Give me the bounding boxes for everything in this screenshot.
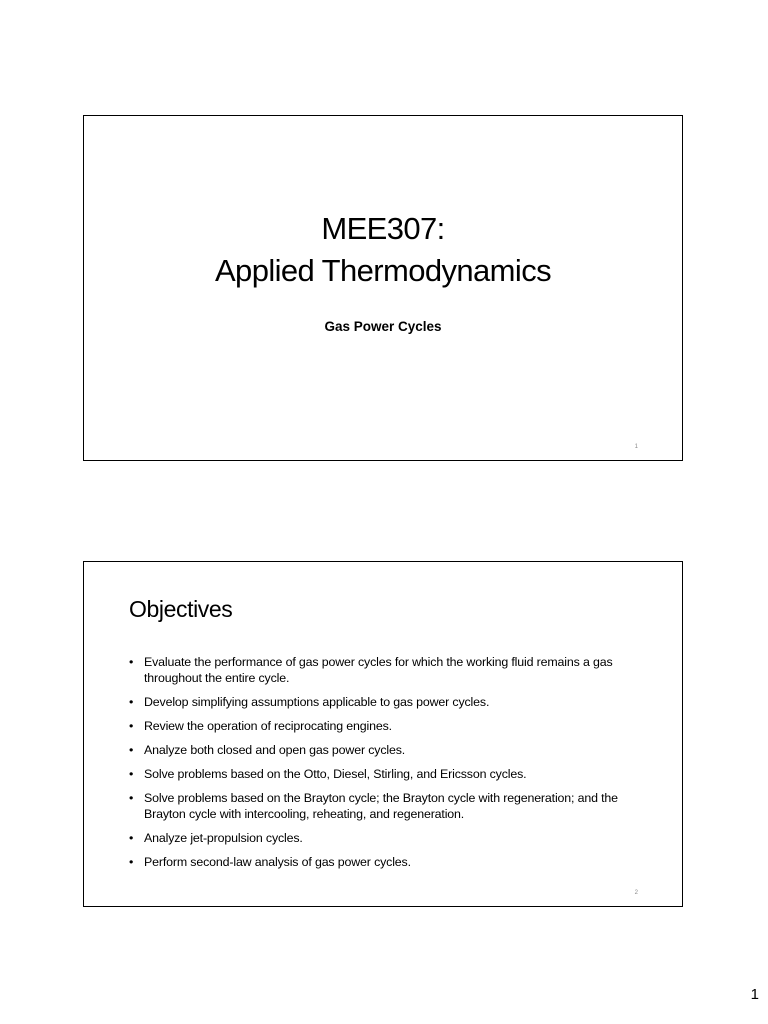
slide-number: 2 [634, 890, 638, 896]
course-code: MEE307: [321, 211, 445, 246]
list-item: • Analyze jet-propulsion cycles. [129, 830, 654, 846]
list-item: • Evaluate the performance of gas power cycles for which the working fluid remains a gas throughout the entire cycle. [129, 654, 654, 686]
slide-title: Objectives [129, 596, 233, 622]
slide-2 [83, 561, 683, 907]
list-item: • Analyze both closed and open gas power cycles. [129, 742, 654, 758]
slide-1 [83, 115, 683, 461]
objectives-list [129, 654, 654, 878]
list-item: • Perform second-law analysis of gas power cycles. [129, 854, 654, 870]
page-number: 1 [750, 986, 759, 1003]
course-name: Applied Thermodynamics [214, 253, 551, 288]
slide-number: 1 [634, 444, 638, 450]
slide-title [84, 208, 682, 292]
slide-subtitle: Gas Power Cycles [324, 319, 442, 334]
list-item: • Solve problems based on the Otto, Diesel, Stirling, and Ericsson cycles. [129, 766, 654, 782]
list-item: • Review the operation of reciprocating engines. [129, 718, 654, 734]
list-item: • Develop simplifying assumptions applicable to gas power cycles. [129, 694, 654, 710]
list-item: • Solve problems based on the Brayton cycle; the Brayton cycle with regeneration; and the Brayton cycle with intercooling, reheating, and regeneration. [129, 790, 654, 822]
